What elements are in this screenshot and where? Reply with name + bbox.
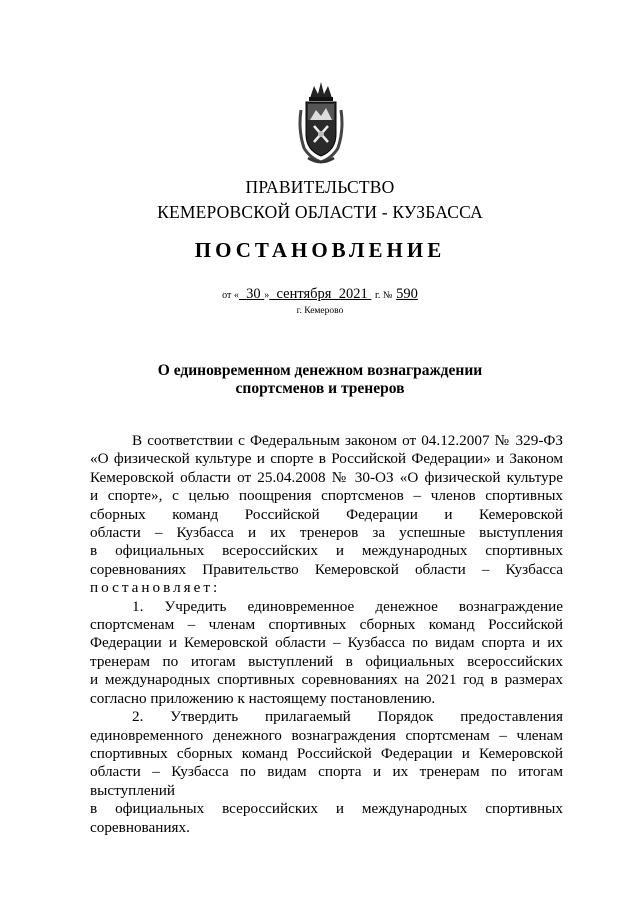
date-year-suffix: г. № [374, 290, 393, 301]
subject-line1: О единовременном денежном вознаграждении [157, 362, 483, 379]
item2-line: спортивных сборных команд Российской Федерации и Кемеровской [90, 744, 563, 762]
body-line: соревнованиях Правительство Кемеровской области – Кузбасса [90, 560, 563, 578]
document-city: г. Кемерово [296, 306, 344, 316]
item1-line: Федерации и Кемеровской области – Кузбасса по видам спорта и их [90, 634, 563, 652]
item1-line: 1. Учредить единовременное денежное вознаграждение [132, 597, 563, 615]
date-month [269, 286, 371, 302]
body-line: в официальных всероссийских и международных спортивных [90, 542, 563, 560]
date-month-value: сентября [276, 286, 332, 302]
body-line: В соответствии с Федеральным законом от 04.12.2007 № 329-ФЗ [132, 432, 563, 449]
document-body [90, 432, 563, 837]
document-dateline [0, 286, 640, 303]
item1-line: и международных спортивных соревнованиях на 2021 год в размерах [90, 671, 563, 689]
body-line: Кемеровской области от 25.04.2008 № 30-ОЗ «О физической культуре [90, 468, 563, 486]
body-line: «О физической культуре и спорте в Российской Федерации» и Законом [90, 450, 563, 468]
government-name-line2: КЕМЕРОВСКОЙ ОБЛАСТИ - КУЗБАССА [157, 202, 483, 222]
date-prefix: от « [222, 290, 239, 301]
government-name-line1: ПРАВИТЕЛЬСТВО [245, 177, 395, 197]
date-day [239, 286, 264, 302]
document-type-title: ПОСТАНОВЛЕНИЕ [194, 238, 446, 262]
item2-line: в официальных всероссийских и международных спортивных [90, 800, 563, 818]
document-number: 590 [396, 286, 418, 302]
item1-line: спортсменам – членам спортивных сборных команд Российской [90, 616, 563, 634]
date-day-value: 30 [246, 286, 261, 302]
item1-line: тренерам по итогам выступлений в официальных всероссийских [90, 652, 563, 670]
body-line: сборных команд Российской Федерации и Кемеровской [90, 505, 563, 523]
item2-line: единовременного денежного вознаграждения спортсменам – членам [90, 726, 563, 744]
date-year-value: 2021 [338, 286, 368, 302]
item1-line: согласно приложению к настоящему постановлению. [90, 689, 436, 707]
subject-line2: спортсменов и тренеров [235, 380, 405, 397]
item2-line: области – Кузбасса по видам спорта и их тренерам по итогам выступлений [90, 763, 563, 799]
item2-line: соревнованиях. [90, 818, 190, 836]
body-line: и спорте», с целью поощрения спортсменов – членов спортивных [90, 487, 563, 505]
coat-of-arms-icon [298, 80, 344, 166]
resolves-line: постановляет: [90, 579, 221, 597]
body-line: области – Кузбасса и их тренеров за успешные выступления [90, 524, 563, 542]
item2-line: 2. Утвердить прилагаемый Порядок предоставления [132, 708, 563, 726]
date-close-quote: » [264, 290, 270, 301]
